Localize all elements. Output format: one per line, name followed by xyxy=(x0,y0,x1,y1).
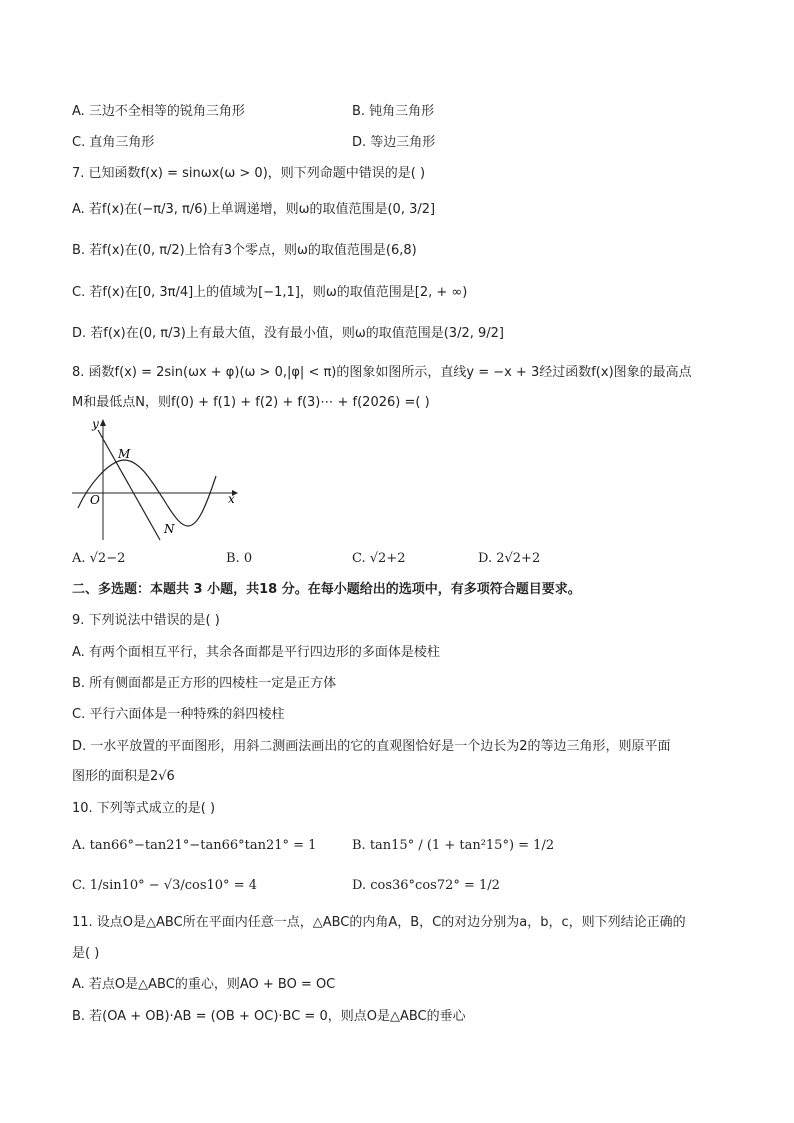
q8-stem-line2: M和最低点N，则f(0) + f(1) + f(2) + f(3)⋯ + f(2026) =( ) xyxy=(72,395,430,410)
q9-option-a: A. 有两个面相互平行，其余各面都是平行四边形的多面体是棱柱 xyxy=(72,645,440,660)
q8-option-c: C. √2+2 xyxy=(352,551,406,566)
section-2-header: 二、多选题：本题共 3 小题，共18 分。在每小题给出的选项中，有多项符合题目要求。 xyxy=(72,582,581,597)
q7-option-a: A. 若f(x)在(−π/3, π/6)上单调递增，则ω的取值范围是(0, 3/2] xyxy=(72,202,436,217)
q8-function-graph xyxy=(68,416,240,544)
q10-option-b: B. tan15° / (1 + tan²15°) = 1/2 xyxy=(352,838,555,853)
q7-option-b: B. 若f(x)在(0, π/2)上恰有3个零点，则ω的取值范围是(6,8) xyxy=(72,243,417,258)
q7-option-d: D. 若f(x)在(0, π/3)上有最大值，没有最小值，则ω的取值范围是(3/2, 9/2] xyxy=(72,326,504,341)
q9-stem: 9. 下列说法中错误的是( ) xyxy=(72,613,220,628)
q11-stem-line1: 11. 设点O是△ABC所在平面内任意一点，△ABC的内角A，B，C的对边分别为a，b，c，则下列结论正确的 xyxy=(72,915,686,930)
q10-option-a: A. tan66°−tan21°−tan66°tan21° = 1 xyxy=(72,838,317,853)
q11-stem-line2: 是( ) xyxy=(72,946,100,961)
q10-option-d: D. cos36°cos72° = 1/2 xyxy=(352,878,500,893)
point-n-label: N xyxy=(164,522,175,536)
origin-label: O xyxy=(90,493,100,507)
y-axis-arrow xyxy=(100,419,106,426)
q9-option-c: C. 平行六面体是一种特殊的斜四棱柱 xyxy=(72,707,285,722)
q9-option-d-line2: 图形的面积是2√6 xyxy=(72,769,175,784)
x-label: x xyxy=(228,492,235,506)
q6-option-b: B. 钝角三角形 xyxy=(352,104,435,119)
q7-stem: 7. 已知函数f(x) = sinωx(ω > 0)，则下列命题中错误的是( ) xyxy=(72,166,426,181)
q9-option-b: B. 所有侧面都是正方形的四棱柱一定是正方体 xyxy=(72,676,337,691)
q11-option-b: B. 若(OA + OB)·AB = (OB + OC)·BC = 0，则点O是△ABC的垂心 xyxy=(72,1009,466,1024)
q8-option-a: A. √2−2 xyxy=(72,551,126,566)
q7-option-c: C. 若f(x)在[0, 3π/4]上的值域为[−1,1]，则ω的取值范围是[2, + ∞) xyxy=(72,285,468,300)
point-m-label: M xyxy=(118,447,131,461)
q8-stem-line1: 8. 函数f(x) = 2sin(ωx + φ)(ω > 0,|φ| < π)的图象如图所示，直线y = −x + 3经过函数f(x)图象的最高点 xyxy=(72,365,692,380)
q8-option-d: D. 2√2+2 xyxy=(478,551,541,566)
q6-option-d: D. 等边三角形 xyxy=(352,135,436,150)
q6-option-c: C. 直角三角形 xyxy=(72,135,155,150)
q8-option-b: B. 0 xyxy=(226,551,253,566)
q9-option-d-line1: D. 一水平放置的平面图形，用斜二测画法画出的它的直观图恰好是一个边长为2的等边三角形，则原平面 xyxy=(72,739,671,754)
q6-option-a: A. 三边不全相等的锐角三角形 xyxy=(72,104,245,119)
q10-stem: 10. 下列等式成立的是( ) xyxy=(72,801,216,816)
q10-option-c: C. 1/sin10° − √3/cos10° = 4 xyxy=(72,878,257,893)
y-label: y xyxy=(92,417,99,431)
q11-option-a: A. 若点O是△ABC的重心，则AO + BO = OC xyxy=(72,977,336,992)
